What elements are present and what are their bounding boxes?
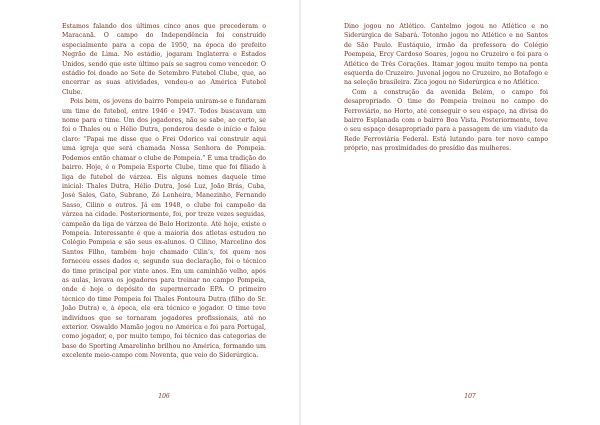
page-number: 107 bbox=[464, 393, 476, 400]
left-page-text bbox=[62, 22, 266, 361]
paragraph: Com a construção da avenida Belém, o campo foi desapropriado. O time do Pompeia treinou no campo do Ferroviário, no Horto, até conseguir o seu espaço, na divisa do bairro Esplanada com o bairro Boa Vista. Posteriormente, teve o seu espaço desapropriado para a passagem de um viaduto da Rede Ferroviária Federal. Está lutando para ter novo campo próprio, nas proximidades do presídio das mulheres. bbox=[344, 88, 548, 153]
paragraph: Dino jogou no Atlético. Cantelmo jogou no Atlético e no Siderúrgica de Sabará. Totonho jogou no Atlético e no Santos de São Paulo. Eustáquio, irmão da professora do Colégio Poempeia, Ercy Cardoso Soares, jogou no Cruzeiro e foi para o Atlético de Três Corações. Itamar jogou muito tempo na ponta esquerda do Cruzeiro. Juvenal jogou no Cruzeiro, no Botafogo e na seleção brasileira. Zica jogou no Siderúrgica e no Atlético. bbox=[344, 23, 548, 87]
paragraph: Pois bem, os jovens do bairro Pompeia uniram-se e fundaram um time de futebol, entre 1946 e 1947. Todos buscavam um nome para o time. Um dos jogadores, não se sabe, ao certo, se foi o Thales ou o Hélio Dutra, ponderou desde o início e falou claro: “Papai me disse que o Frei Odorico vai construir aqui uma igreja que será chamada Nossa Senhora de Pompeia. Podemos então chamar o clube de Pompeia.” É uma tradição do bairro. Hoje, é o Pompeia Esporte Clube, time que foi filiado à liga de futebol de várzea. Eis alguns nomes daquele time inicial: Thales Dutra, Hélio Dutra, José Luz, João Brás, Cuba, José Sales, Gato, Subrano, Zé Lenheira, Manezinho, Fernando Sasso, Cilino e outros. Já em 1948, o clube foi campeão da várzea na cidade. Posteriormente, foi, por treze vezes seguidas, campeão da liga de várzea de Belo Horizonte. Até hoje, existe o Pompeia. Interessante é que a maioria dos atletas estudou no Colégio Pompeia e são seus ex-alunos. O Cilino, Marcelino dos Santos Filho, também hoje chamado Cilin’s, foi quem nos forneceu esses dados e, segundo sua declaração, foi o técnico do time principal por vinte anos. Em um caminhão velho, após as aulas, levava os jogadores para treinar no campo Pompeia, onde é hoje o depósito do supermercado EPA. O primeiro técnico do time Pompeia foi Thales Fontoura Dutra (filho do Sr. João Dutra) e, à época, ele era técnico e jogador. O time teve indivíduos que se tornaram jogadores profissionais, até no exterior. Oswaldo Mamão jogou no América e foi para Portugal, como jogador, e, por muito tempo, foi técnico das categorias de base do Sporting Amarelinho brilhou no América, formando um excelente meio-campo com Noventa, que veio do Siderúrgica. bbox=[62, 98, 266, 360]
paragraph: Estamos falando dos últimos cinco anos que precederam o Maracanã. O campo do Independência foi construído especialmente para a copa de 1950, na época do prefeito Negrão de Lima. No estádio, jogaram Inglaterra e Estados Unidos, sendo que este último país se sagrou como vencedor. O estádio foi doado ao Sete de Setembro Futebol Clube, que, ao encerrar as suas atividades, vendeu-o ao América Futebol Clube. bbox=[62, 23, 266, 96]
right-page-text bbox=[344, 22, 548, 154]
right-page bbox=[300, 0, 600, 425]
page-number: 106 bbox=[158, 393, 170, 400]
